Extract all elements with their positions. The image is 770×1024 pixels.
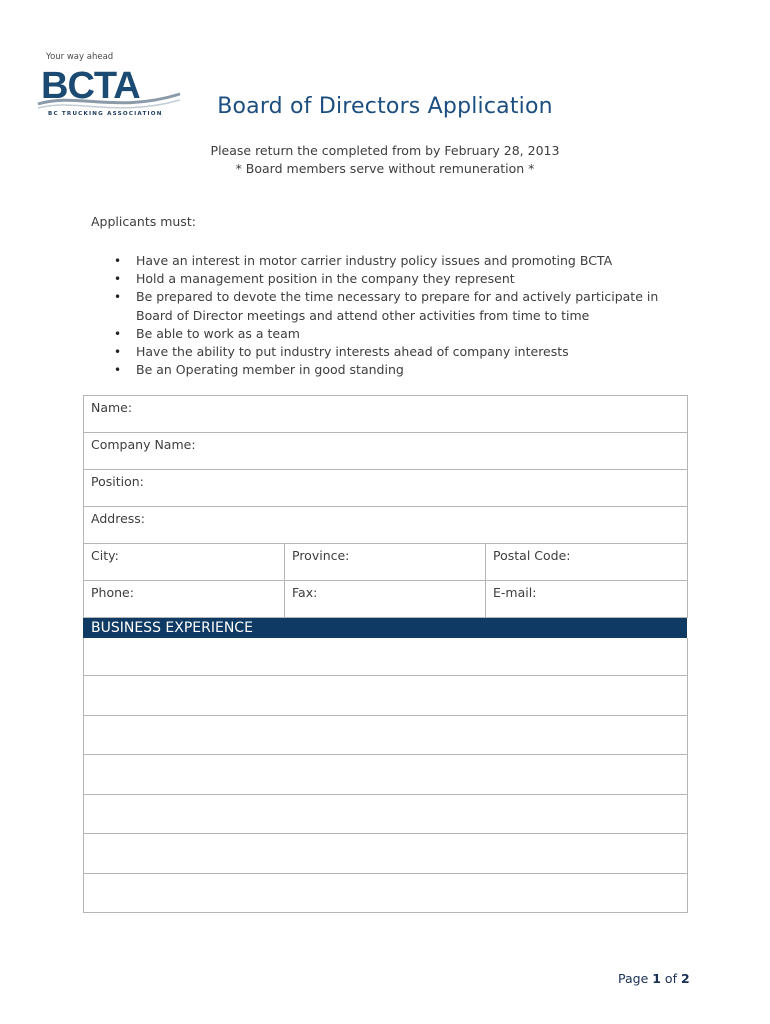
fax-field[interactable]: Fax: bbox=[285, 581, 486, 617]
page-current: 1 bbox=[652, 971, 661, 986]
requirements-heading: Applicants must: bbox=[91, 214, 196, 229]
requirement-item: • Have the ability to put industry interests ahead of company interests bbox=[112, 343, 672, 361]
business-experience-table bbox=[83, 638, 688, 913]
city-field[interactable]: City: bbox=[84, 544, 285, 580]
requirement-item: • Be able to work as a team bbox=[112, 325, 672, 343]
experience-row[interactable] bbox=[84, 675, 687, 715]
applicant-form bbox=[83, 395, 688, 618]
address-row[interactable] bbox=[84, 507, 687, 544]
requirement-item: • Be prepared to devote the time necessary to prepare for and actively participate in Board of Director meetings and attend other activities from time to time bbox=[112, 288, 672, 324]
logo-association: BC TRUCKING ASSOCIATION bbox=[48, 111, 163, 117]
experience-row[interactable] bbox=[84, 794, 687, 834]
location-row bbox=[84, 544, 687, 581]
requirements-list bbox=[112, 252, 672, 379]
page-word: Page bbox=[618, 971, 653, 986]
requirement-item: • Be an Operating member in good standing bbox=[112, 361, 672, 379]
address-field[interactable]: Address: bbox=[91, 511, 145, 526]
page-total: 2 bbox=[680, 971, 690, 986]
svg-text:BCTA: BCTA bbox=[41, 65, 140, 107]
page-title: Board of Directors Application bbox=[217, 94, 553, 119]
position-field[interactable]: Position: bbox=[91, 474, 144, 489]
page-of: of bbox=[660, 971, 681, 986]
experience-row[interactable] bbox=[84, 754, 687, 794]
page-number bbox=[618, 971, 690, 986]
name-row[interactable] bbox=[84, 396, 687, 433]
remuneration-note: * Board members serve without remuneration * bbox=[235, 161, 535, 176]
business-experience-heading: BUSINESS EXPERIENCE bbox=[83, 618, 687, 638]
logo-tagline: Your way ahead bbox=[46, 52, 114, 62]
requirement-item: • Hold a management position in the company they represent bbox=[112, 270, 672, 288]
company-name-field[interactable]: Company Name: bbox=[91, 437, 196, 452]
contact-row bbox=[84, 581, 687, 618]
experience-row[interactable] bbox=[84, 873, 687, 913]
email-field[interactable]: E-mail: bbox=[493, 585, 537, 600]
company-row[interactable] bbox=[84, 433, 687, 470]
return-notice: Please return the completed from by February 28, 2013 bbox=[210, 143, 560, 158]
phone-field[interactable]: Phone: bbox=[84, 581, 285, 617]
name-field[interactable]: Name: bbox=[91, 400, 133, 415]
requirement-item: • Have an interest in motor carrier industry policy issues and promoting BCTA bbox=[112, 252, 672, 270]
postal-code-field[interactable]: Postal Code: bbox=[493, 548, 571, 563]
position-row[interactable] bbox=[84, 470, 687, 507]
experience-row[interactable] bbox=[84, 638, 687, 675]
province-field[interactable]: Province: bbox=[285, 544, 486, 580]
experience-row[interactable] bbox=[84, 833, 687, 873]
experience-row[interactable] bbox=[84, 715, 687, 755]
